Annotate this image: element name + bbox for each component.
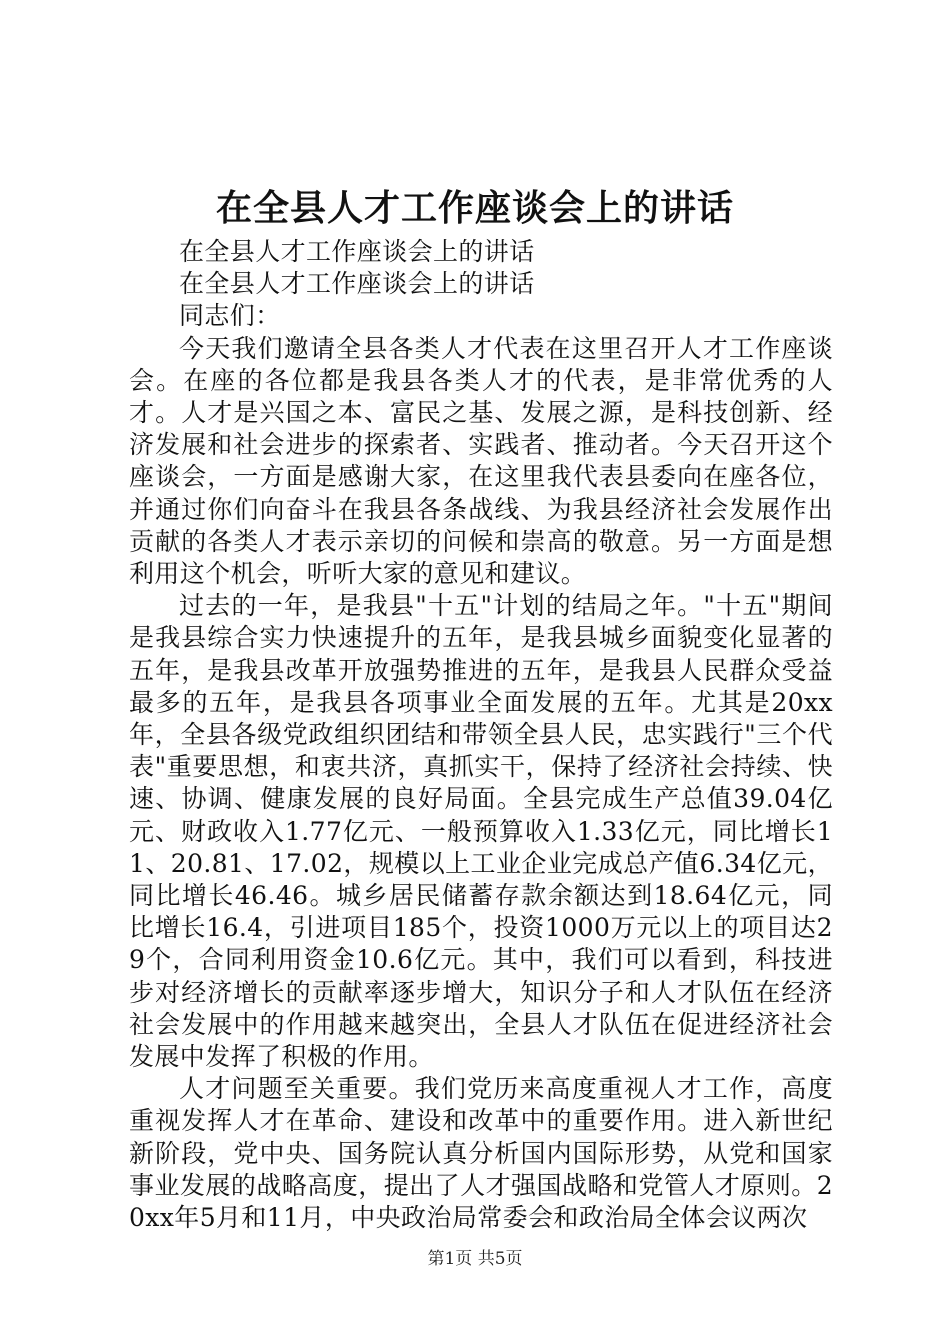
salutation: 同志们： [179,301,281,331]
body-paragraph: 过去的一年，是我县"十五"计划的结局之年。"十五"期间是我县综合实力快速提升的五年，是我县城乡面貌变化显著的五年，是我县改革开放强势推进的五年，是我县人民群众受益最多的五年，是我县各项事业全面发展的五年。尤其是20xx年，全县各级党政组织团结和带领全县人民，忠实践行"三个代表"重要思想，和衷共济，真抓实干，保持了经济社会持续、快速、协调、健康发展的良好局面。全县完成生产总值39.04亿元、财政收入1.77亿元、一般预算收入1.33亿元，同比增长11、20.81、17.02，规模以上工业企业完成总产值6.34亿元，同比增长46.46。城乡居民储蓄存款余额达到18.64亿元，同比增长16.4，引进项目185个，投资1000万元以上的项目达29个，合同利用资金10.6亿元。其中，我们可以看到，科技进步对经济增长的贡献率逐步增大，知识分子和人才队伍在经济社会发展中的作用越来越突出，全县人才队伍在促进经济社会发展中发挥了积极的作用。 [129,591,833,1072]
subtitle-line: 在全县人才工作座谈会上的讲话 [179,269,535,299]
body-paragraph: 人才问题至关重要。我们党历来高度重视人才工作，高度重视发挥人才在革命、建设和改革中的重要作用。进入新世纪新阶段，党中央、国务院认真分析国内国际形势，从党和国家事业发展的战略高度，提出了人才强国战略和党管人才原则。20xx年5月和11月，中央政治局常委会和政治局全体会议两次 [129,1074,833,1233]
document-title: 在全县人才工作座谈会上的讲话 [215,187,734,229]
subtitle-line: 在全县人才工作座谈会上的讲话 [179,237,535,266]
page-number-footer: 第1页 共5页 [427,1249,523,1269]
document-body [129,236,833,1234]
body-paragraph: 今天我们邀请全县各类人才代表在这里召开人才工作座谈会。在座的各位都是我县各类人才的代表，是非常优秀的人才。人才是兴国之本、富民之基、发展之源，是科技创新、经济发展和社会进步的探索者、实践者、推动者。今天召开这个座谈会，一方面是感谢大家，在这里我代表县委向在座各位，并通过你们向奋斗在我县各条战线、为我县经济社会发展作出贡献的各类人才表示亲切的问候和崇高的敬意。另一方面是想利用这个机会，听听大家的意见和建议。 [129,333,833,589]
